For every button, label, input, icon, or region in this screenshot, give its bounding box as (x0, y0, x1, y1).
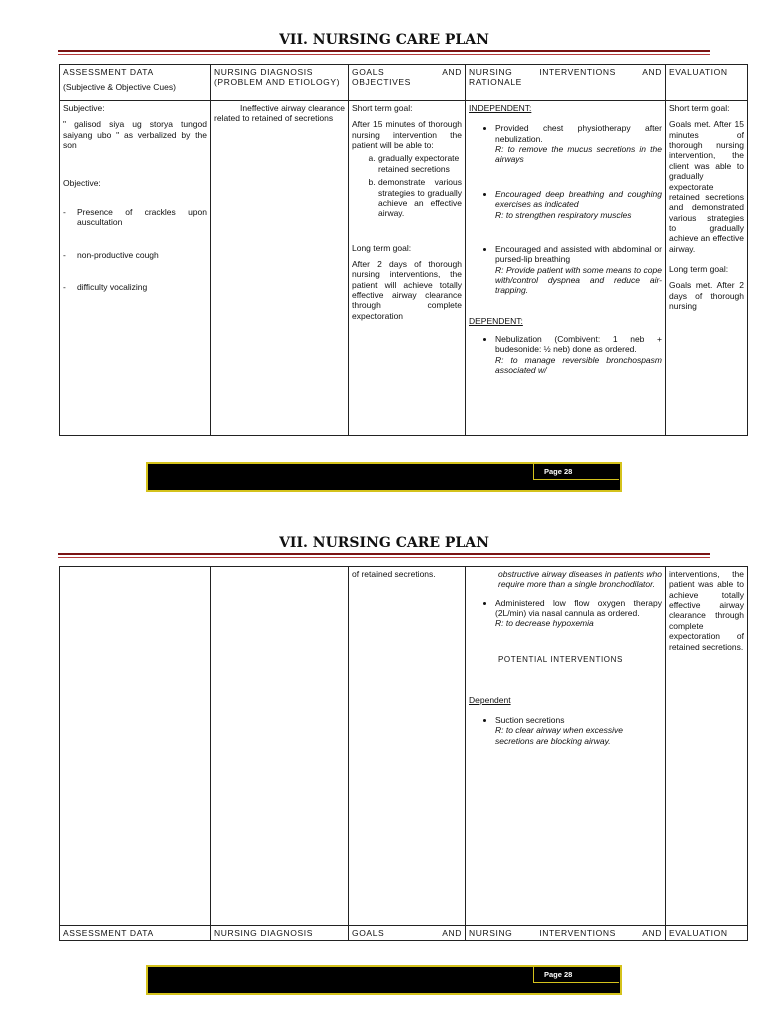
assessment-cell (60, 101, 211, 436)
eval-short-text: Goals met. After 15 minutes of thorough nursing intervention, the client was able to gradually expectorate retained secretions and demonstrated various strategies to gradually achieve an effective airway. (669, 119, 744, 254)
long-term-goal-label: Long term goal: (352, 242, 412, 253)
intervention-item: • Suction secretions R: to clear airway when excessive secretions are blocking airway. (495, 715, 662, 746)
page-footer (146, 462, 622, 492)
page-number: Page 28 (533, 464, 619, 480)
header-goals: GOALS AND OBJECTIVES (349, 65, 466, 101)
dependent-list (469, 715, 662, 746)
evaluation-cell (666, 101, 748, 436)
dependent-label: Dependent (469, 694, 511, 705)
intervention-item: • Nebulization (Combivent: 1 neb + budesonide: ½ neb) done as ordered. R: to manage reversible bronchospasm associated w/ (495, 334, 662, 375)
header-assessment: ASSESSMENT DATA (60, 925, 211, 940)
assessment-cell (60, 567, 211, 926)
subjective-label: Subjective: (63, 103, 105, 113)
page-title: VII. NURSING CARE PLAN (279, 32, 489, 48)
dependent-list (469, 334, 662, 375)
subjective-text: " galisod siya ug storya tungod saiyang ubo " as verbalized by the son (63, 119, 207, 151)
eval-short-label: Short term goal: (669, 103, 730, 113)
header-row (60, 65, 748, 101)
short-term-goal-text: After 15 minutes of thorough nursing intervention the patient will be able to: (352, 119, 462, 151)
intervention-item: • Provided chest physiotherapy after nebulization. R: to remove the mucus secretions in the airways (495, 123, 662, 164)
independent-list (469, 123, 662, 295)
page-title: VII. NURSING CARE PLAN (279, 535, 489, 551)
short-term-goal-list (352, 153, 462, 218)
title-rule (58, 50, 710, 52)
header-interventions: NURSING INTERVENTIONS AND RATIONALE (466, 65, 666, 101)
eval-long-label: Long term goal: (669, 264, 729, 275)
interventions-cell (466, 567, 666, 926)
header-interventions: NURSING INTERVENTIONS AND (466, 925, 666, 940)
title-rule (58, 553, 710, 555)
intervention-item: • Encouraged and assisted with abdominal or pursed-lip breathing R: Provide patient with some means to cope with/control dyspnea and reduce air-trapping. (495, 244, 662, 296)
bottom-header-row (60, 925, 748, 940)
rationale-continued: obstructive airway diseases in patients who require more than a single bronchodilator. (498, 569, 662, 590)
title-rule-thin (58, 54, 710, 55)
diagnosis-cell: Ineffective airway clearance related to retained of secretions (211, 101, 349, 436)
objective-item: - non-productive cough (77, 250, 207, 260)
objective-list (63, 207, 207, 292)
short-term-goal-label: Short term goal: (352, 103, 413, 113)
header-diagnosis: NURSING DIAGNOSIS (PROBLEM AND ETIOLOGY) (211, 65, 349, 101)
objective-label: Objective: (63, 178, 101, 189)
header-diagnosis: NURSING DIAGNOSIS (211, 925, 349, 940)
intervention-item: • Administered low flow oxygen therapy (2L/min) via nasal cannula as ordered. R: to decrease hypoxemia (495, 598, 662, 629)
care-plan-table-continued (59, 566, 748, 941)
header-evaluation: EVALUATION (666, 925, 748, 940)
objective-item: - Presence of crackles upon auscultation (77, 207, 207, 228)
goals-cell: of retained secretions. (349, 567, 466, 926)
eval-long-text: Goals met. After 2 days of thorough nursing (669, 280, 744, 312)
goals-cell (349, 101, 466, 436)
potential-interventions-label: POTENTIAL INTERVENTIONS (498, 654, 623, 664)
dependent-label: DEPENDENT: (469, 315, 523, 326)
intervention-list (469, 598, 662, 629)
header-assessment: ASSESSMENT DATA (Subjective & Objective Cues) (60, 65, 211, 101)
interventions-cell (466, 101, 666, 436)
content-row (60, 101, 748, 436)
evaluation-cell: interventions, the patient was able to achieve totally effective airway clearance through complete expectoration of retained secretions. (666, 567, 748, 926)
content-row (60, 567, 748, 926)
page-number: Page 28 (533, 967, 619, 983)
header-goals: GOALS AND (349, 925, 466, 940)
goal-item: b. demonstrate various strategies to gradually achieve an effective airway. (378, 177, 462, 218)
intervention-item: • Encouraged deep breathing and coughing exercises as indicated R: to strengthen respiratory muscles (495, 189, 662, 220)
title-rule-thin (58, 557, 710, 558)
care-plan-table (59, 64, 748, 436)
header-evaluation: EVALUATION (666, 65, 748, 101)
independent-label: INDEPENDENT: (469, 103, 532, 113)
long-term-goal-text: After 2 days of thorough nursing interventions, the patient will achieve totally effective airway clearance through complete expectoration (352, 258, 462, 321)
objective-item: - difficulty vocalizing (77, 282, 207, 292)
diagnosis-cell (211, 567, 349, 926)
goal-item: a. gradually expectorate retained secretions (378, 153, 462, 174)
page-footer (146, 965, 622, 995)
